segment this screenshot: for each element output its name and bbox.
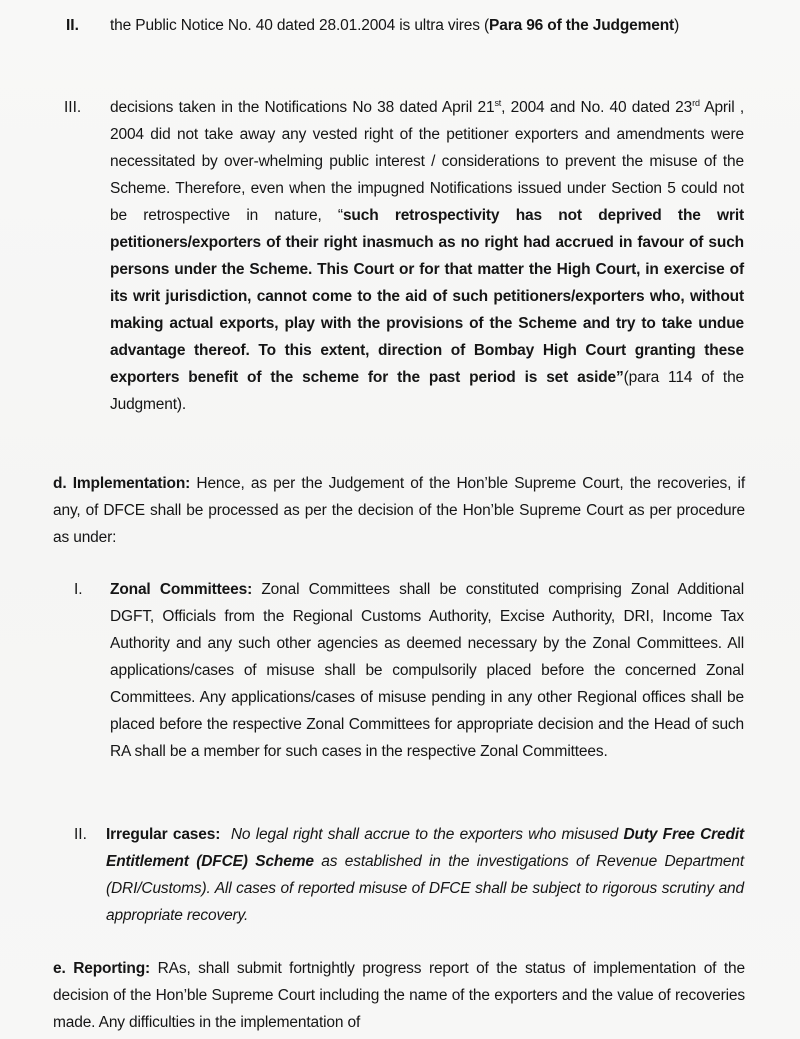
item-ii-text (110, 12, 744, 39)
dfce-scheme-bold-italic: Duty Free Credit Entitlement (DFCE) Scheme (106, 826, 744, 870)
irregular-cases-item (106, 821, 744, 929)
item-ii-numeral: II. (66, 17, 79, 34)
item-ii-close: ) (674, 17, 680, 34)
item-ii-bold-reference: Para 96 of the Judgement (489, 17, 675, 34)
section-d-body: Hence, as per the Judgement of the Hon’ble Supreme Court, the recoveries, if any, of DFCE shall be processed as per the decision of the Hon’ble Supreme Court as per procedure as under: (53, 475, 745, 546)
item-iii-citation: (para 114 of the Judgment). (110, 369, 745, 413)
irregular-cases-numeral: II. (74, 826, 87, 843)
item-iii-text (110, 94, 744, 418)
section-d-implementation (53, 470, 745, 551)
item-iii-sup2: rd (692, 98, 700, 108)
zonal-committees-numeral: I. (74, 581, 83, 598)
zonal-committees-body: Zonal Committees shall be constituted comprising Zonal Additional DGFT, Officials from the Regional Customs Authority, Excise Authority, DRI, Income Tax Authority and any such other agencies as deemed necessary by the Zonal Committees. All applications/cases of misuse shall be compulsorily placed before the concerned Zonal Committees. Any applications/cases of misuse pending in any other Regional offices shall be placed before the respective Zonal Committees for appropriate decision and the Head of such RA shall be a member for such cases in the respective Zonal Committees. (110, 581, 744, 760)
item-iii-part3: April , 2004 did not take away any vested right of the petitioner exporters and amendments were necessitated by over-whelming public interest / considerations to prevent the misuse of the Scheme. Therefore, even when the impugned Notifications issued under Section 5 could not be retrospective in nature, “ (110, 99, 744, 224)
item-iii-part1: decisions taken in the Notifications No 38 dated April 21 (110, 99, 495, 116)
item-iii-part2: , 2004 and No. 40 dated 23 (501, 99, 693, 116)
item-iii-numeral: III. (64, 99, 82, 116)
zonal-committees-item (110, 576, 744, 765)
item-ii-body: the Public Notice No. 40 dated 28.01.2004 is ultra vires ( (110, 17, 490, 34)
irregular-cases-heading: Irregular cases: (106, 826, 221, 843)
irregular-cases-italic2: as established in the investigations of Revenue Department (DRI/Customs). All cases of reported misuse of DFCE shall be subject to rigorous scrutiny and appropriate recovery. (106, 853, 744, 924)
section-e-reporting (53, 955, 745, 1036)
zonal-committees-heading: Zonal Committees: (110, 581, 253, 598)
item-iii-sup1: st (494, 98, 502, 108)
section-e-heading: e. Reporting: (53, 960, 151, 977)
section-e-body: RAs, shall submit fortnightly progress report of the status of implementation of the decision of the Hon’ble Supreme Court including the name of the exporters and the value of recoveries made. Any difficulties in the implementation of (53, 960, 745, 1031)
irregular-cases-italic1: No legal right shall accrue to the exporters who misused (230, 826, 624, 843)
section-d-heading: d. Implementation: (53, 475, 191, 492)
item-iii-bold-quote: such retrospectivity has not deprived the writ petitioners/exporters of their right inasmuch as no right had accrued in favour of such persons under the Scheme. This Court or for that matter the High Court, in exercise of its writ jurisdiction, cannot come to the aid of such petitioners/exporters who, without making actual exports, play with the provisions of the Scheme and try to take undue advantage thereof. To this extent, direction of Bombay High Court granting these exporters benefit of the scheme for the past period is set aside” (110, 207, 744, 386)
